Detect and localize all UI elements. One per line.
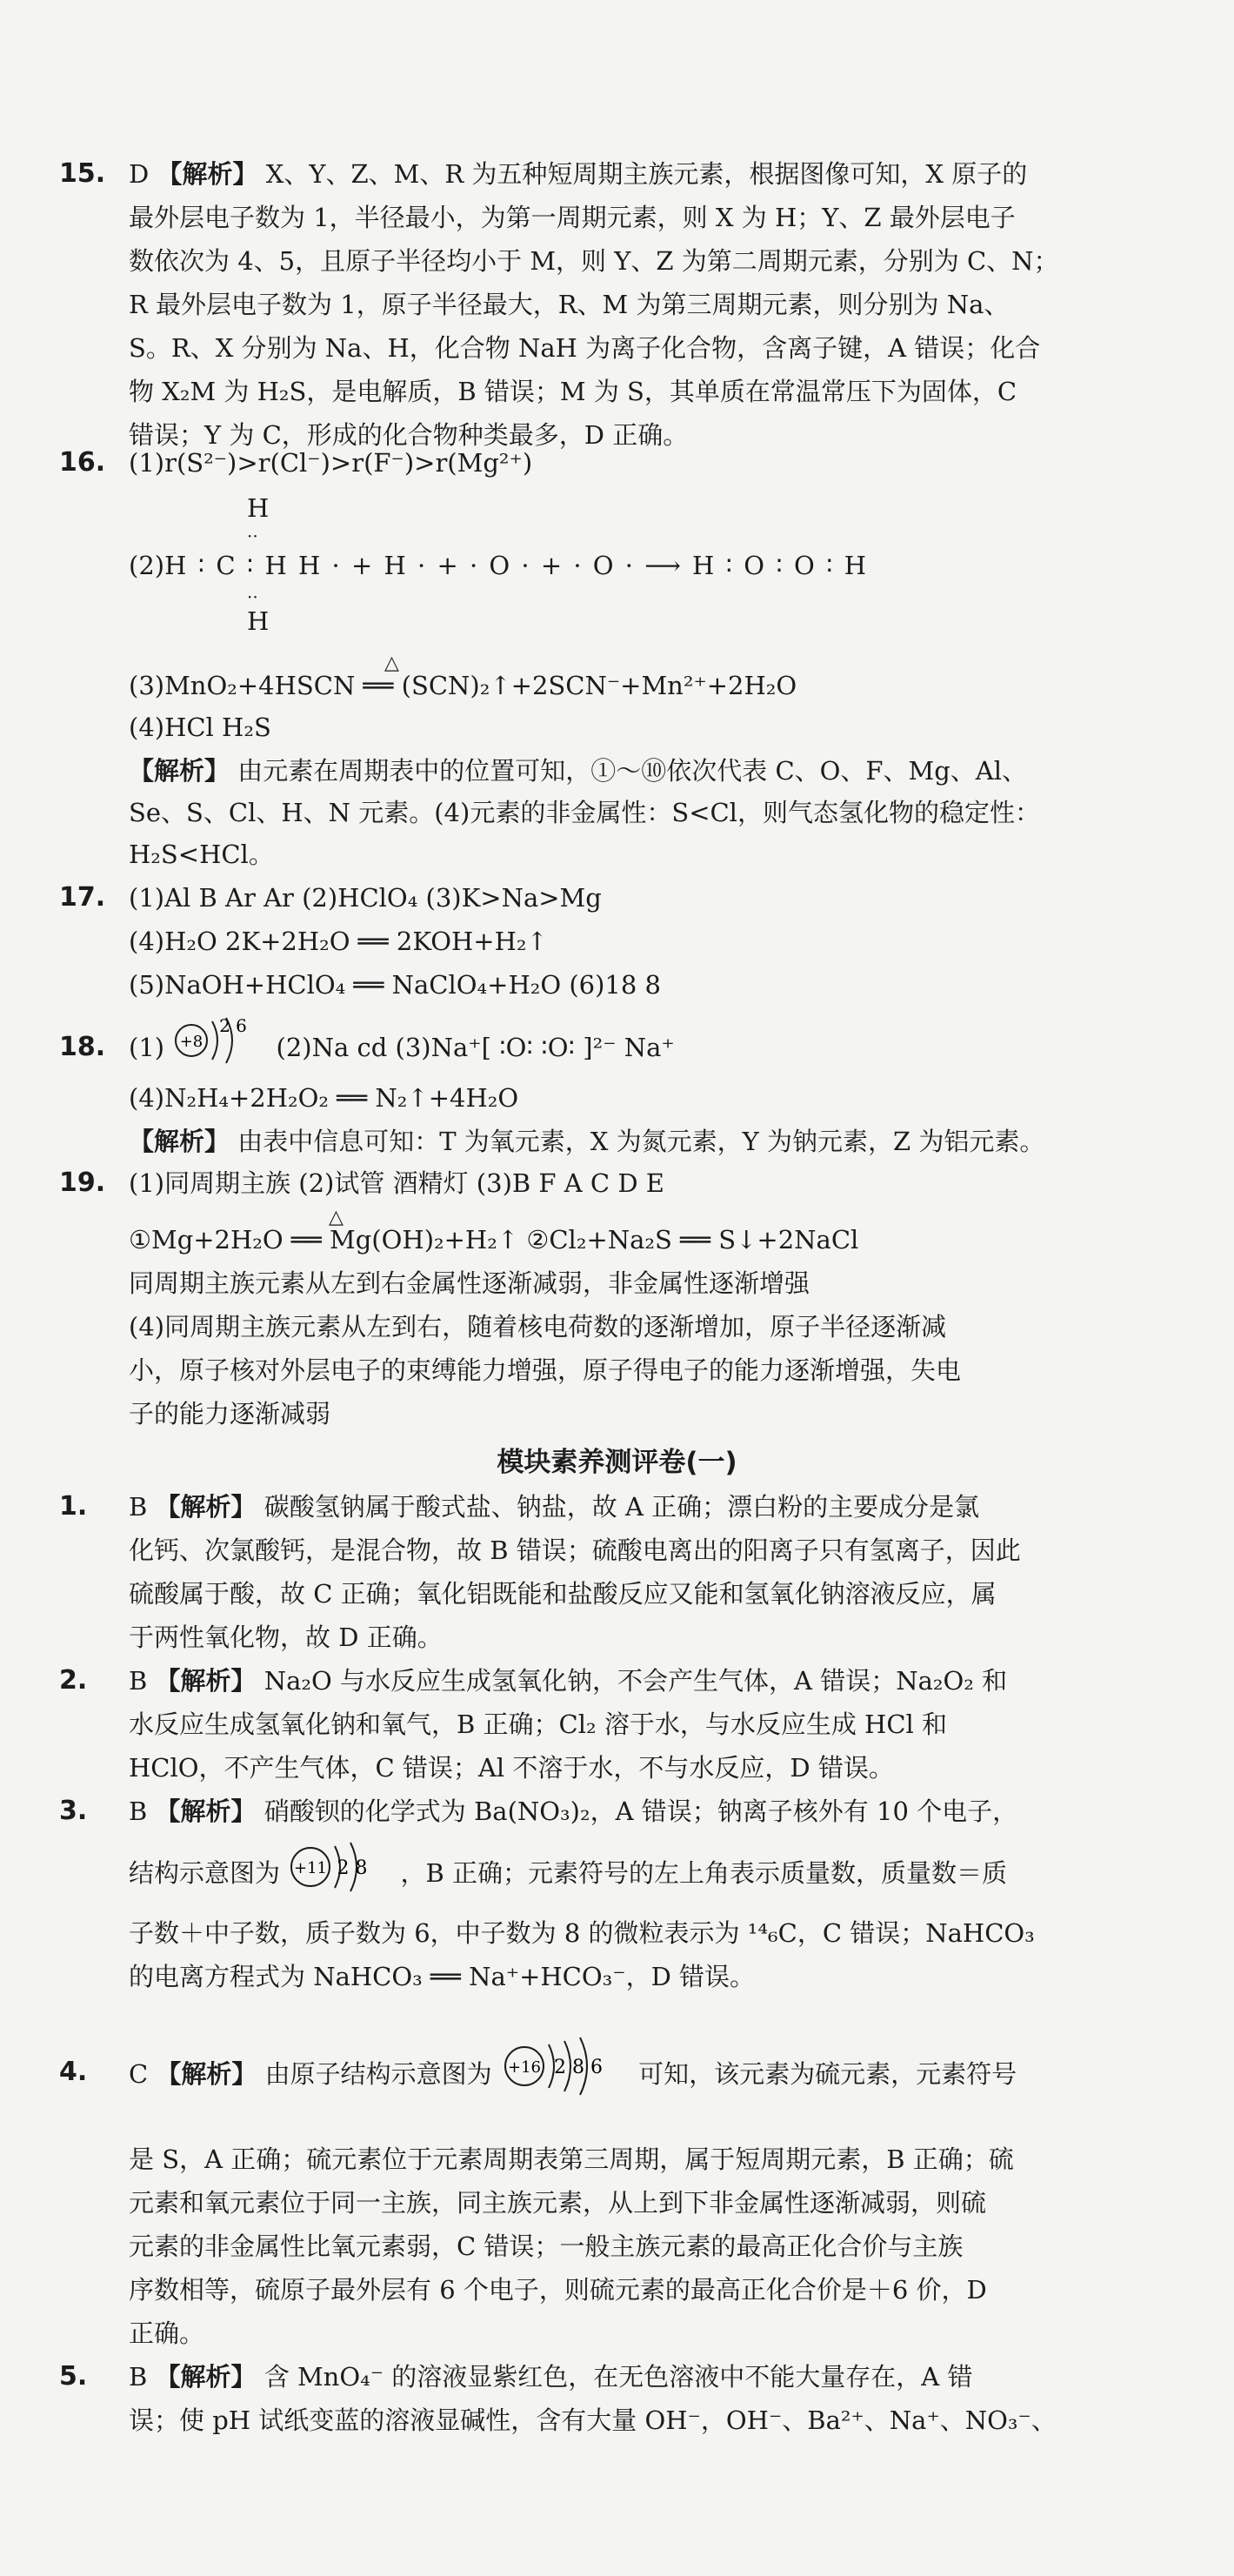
question-number: 18. [59, 1032, 106, 1062]
electron-dots: ·· [247, 525, 258, 546]
q19-line: (1)同周期主族 (2)试管 酒精灯 (3)B F A C D E [129, 1168, 664, 1198]
s5-line-1: B 【解析】 含 MnO₄⁻ 的溶液显紫红色，在无色溶液中不能大量存在，A 错 [129, 2362, 973, 2392]
question-number: 16. [59, 447, 106, 478]
methane-bottom-h: H [247, 606, 270, 636]
q15-line: R 最外层电子数为 1，原子半径最大，R、M 为第三周期元素，则分别为 Na、 [129, 290, 1010, 319]
q19-line: 同周期主族元素从左到右金属性逐渐减弱，非金属性逐渐增强 [129, 1268, 810, 1298]
s5-line: 误；使 pH 试纸变蓝的溶液显碱性，含有大量 OH⁻，OH⁻、Ba²⁺、Na⁺、NO₃⁻、 [129, 2405, 1057, 2435]
heat-condition: △ [384, 652, 399, 674]
q15-line: 错误；Y 为 C，形成的化合物种类最多，D 正确。 [129, 420, 689, 450]
question-number: 17. [59, 882, 106, 913]
s4-line: 元素和氧元素位于同一主族，同主族元素，从上到下非金属性逐渐减弱，则硫 [129, 2188, 987, 2218]
q15-line: 数依次为 4、5，且原子半径均小于 M，则 Y、Z 为第二周期元素，分别为 C、N； [129, 246, 1059, 276]
s2-line-1: B 【解析】 Na₂O 与水反应生成氢氧化钠，不会产生气体，A 错误；Na₂O₂ 和 [129, 1666, 1008, 1696]
question-number: 1. [59, 1491, 88, 1522]
nucleus-charge: +16 [507, 2058, 541, 2077]
q15-text: X、Y、Z、M、R 为五种短周期主族元素，根据图像可知，X 原子的 [265, 159, 1028, 189]
s2-line: 水反应生成氢氧化钠和氧气，B 正确；Cl₂ 溶于水，与水反应生成 HCl 和 [129, 1710, 948, 1739]
q15-answer: D [129, 159, 150, 189]
q19-line: ①Mg+2H₂O ══ Mg(OH)₂+H₂↑ ②Cl₂+Na₂S ══ S↓+2NaCl [129, 1225, 859, 1255]
question-number: 4. [59, 2057, 88, 2087]
heat-condition: △ [329, 1207, 344, 1228]
s3-line: 子数＋中子数，质子数为 6，中子数为 8 的微粒表示为 ¹⁴₆C，C 错误；NaHCO₃ [129, 1918, 1035, 1948]
s4-line: 是 S，A 正确；硫元素位于元素周期表第三周期，属于短周期元素，B 正确；硫 [129, 2144, 1014, 2174]
s3-line: 的电离方程式为 NaHCO₃ ══ Na⁺+HCO₃⁻，D 错误。 [129, 1962, 756, 1991]
q16-part-1: (1)r(S²⁻)>r(Cl⁻)>r(F⁻)>r(Mg²⁺) [129, 448, 533, 478]
electron-shells: 2 8 6 [553, 2057, 603, 2078]
q18-part-1: (1) +8 2 6 (2)Na cd (3)Na⁺[ ∶O∶ ∶O∶ ]²⁻ Na⁺ [129, 1030, 675, 1067]
s2-line: HClO，不产生气体，C 错误；Al 不溶于水，不与水反应，D 错误。 [129, 1753, 894, 1783]
question-number: 3. [59, 1796, 88, 1826]
electron-shells: 2 6 [219, 1015, 248, 1036]
q16-jiexi: H₂S<HCl。 [129, 840, 274, 869]
q15-line: S。R、X 分别为 Na、H，化合物 NaH 为离子化合物，含离子键，A 错误；化合 [129, 333, 1041, 363]
nucleus-charge: +11 [294, 1859, 328, 1877]
methane-top-h: H [247, 493, 270, 523]
q17-line: (1)Al B Ar Ar (2)HClO₄ (3)K>Na>Mg [129, 883, 602, 913]
sodium-ion-structure-diagram [288, 1839, 392, 1895]
nucleus-charge: +8 [180, 1033, 203, 1051]
q16-part-2: (2)H ∶ C ∶ H H · + H · + · O · + · O · ⟶ H ∶ O ∶ O ∶ H [129, 551, 869, 580]
question-number: 15. [59, 158, 106, 189]
s1-line-1: B 【解析】 碳酸氢钠属于酸式盐、钠盐，故 A 正确；漂白粉的主要成分是氯 [129, 1492, 980, 1522]
s1-line: 硫酸属于酸，故 C 正确；氧化铝既能和盐酸反应又能和氢氧化钠溶液反应，属 [129, 1579, 997, 1609]
question-number: 5. [59, 2361, 88, 2392]
q15-line-1 [129, 157, 1027, 191]
q16-jiexi: Se、S、Cl、H、N 元素。(4)元素的非金属性：S<Cl，则气态氢化物的稳定性： [129, 798, 1040, 827]
electron-shells: 2 8 [337, 1857, 368, 1879]
oxygen-atom-structure-diagram [172, 1014, 268, 1067]
q17-line: (5)NaOH+HClO₄ ══ NaClO₄+H₂O (6)18 8 [129, 970, 662, 1000]
s1-line: 化钙、次氯酸钙，是混合物，故 B 错误；硫酸电离出的阳离子只有氢离子，因此 [129, 1536, 1021, 1565]
q19-line: (4)同周期主族元素从左到右，随着核电荷数的逐渐增加，原子半径逐渐减 [129, 1312, 947, 1342]
s4-line: 元素的非金属性比氧元素弱，C 错误；一般主族元素的最高正化合价与主族 [129, 2231, 964, 2261]
q16-part-3: (3)MnO₂+4HSCN ══ (SCN)₂↑+2SCN⁻+Mn²⁺+2H₂O [129, 671, 797, 700]
question-number: 19. [59, 1168, 106, 1198]
q15-line: 物 X₂M 为 H₂S，是电解质，B 错误；M 为 S，其单质在常温常压下为固体，C [129, 377, 1017, 406]
jiexi-label: 【解析】 [157, 159, 258, 189]
sulfur-atom-structure-diagram [500, 2036, 630, 2097]
electron-formula: H ∶ C ∶ H H · + H · + · O · + · O · ⟶ H ∶ O ∶ O ∶ H [164, 551, 869, 580]
s3-line-2: 结构示意图为 +11 2 8 ，B 正确；元素符号的左上角表示质量数，质量数＝质 [129, 1855, 1007, 1895]
electron-dots: ·· [247, 586, 258, 607]
q19-line: 子的能力逐渐减弱 [129, 1399, 331, 1429]
question-number: 2. [59, 1665, 88, 1696]
s4-line-1: C 【解析】 由原子结构示意图为 +16 2 8 6 可知，该元素为硫元素，元素符号 [129, 2055, 1017, 2097]
q17-line: (4)H₂O 2K+2H₂O ══ 2KOH+H₂↑ [129, 927, 548, 956]
s1-line: 于两性氧化物，故 D 正确。 [129, 1623, 443, 1652]
q16-part-4: (4)HCl H₂S [129, 713, 271, 742]
section-title: 模块素养测评卷(一) [497, 1447, 737, 1478]
q16-jiexi-1: 【解析】 由元素在周期表中的位置可知，①～⑩依次代表 C、O、F、Mg、Al、 [129, 756, 1028, 786]
q19-line: 小，原子核对外层电子的束缚能力增强，原子得电子的能力逐渐增强，失电 [129, 1355, 962, 1385]
s4-line: 序数相等，硫原子最外层有 6 个电子，则硫元素的最高正化合价是＋6 价，D [129, 2275, 987, 2305]
q18-jiexi: 【解析】 由表中信息可知：T 为氧元素，X 为氮元素，Y 为钠元素，Z 为铝元素。 [129, 1127, 1045, 1156]
q15-line: 最外层电子数为 1，半径最小，为第一周期元素，则 X 为 H；Y、Z 最外层电子 [129, 203, 1016, 232]
s4-line: 正确。 [129, 2318, 205, 2348]
q18-part-4: (4)N₂H₄+2H₂O₂ ══ N₂↑+4H₂O [129, 1083, 519, 1113]
s3-line-1: B 【解析】 硝酸钡的化学式为 Ba(NO₃)₂，A 错误；钠离子核外有 10 个电子， [129, 1797, 1018, 1826]
